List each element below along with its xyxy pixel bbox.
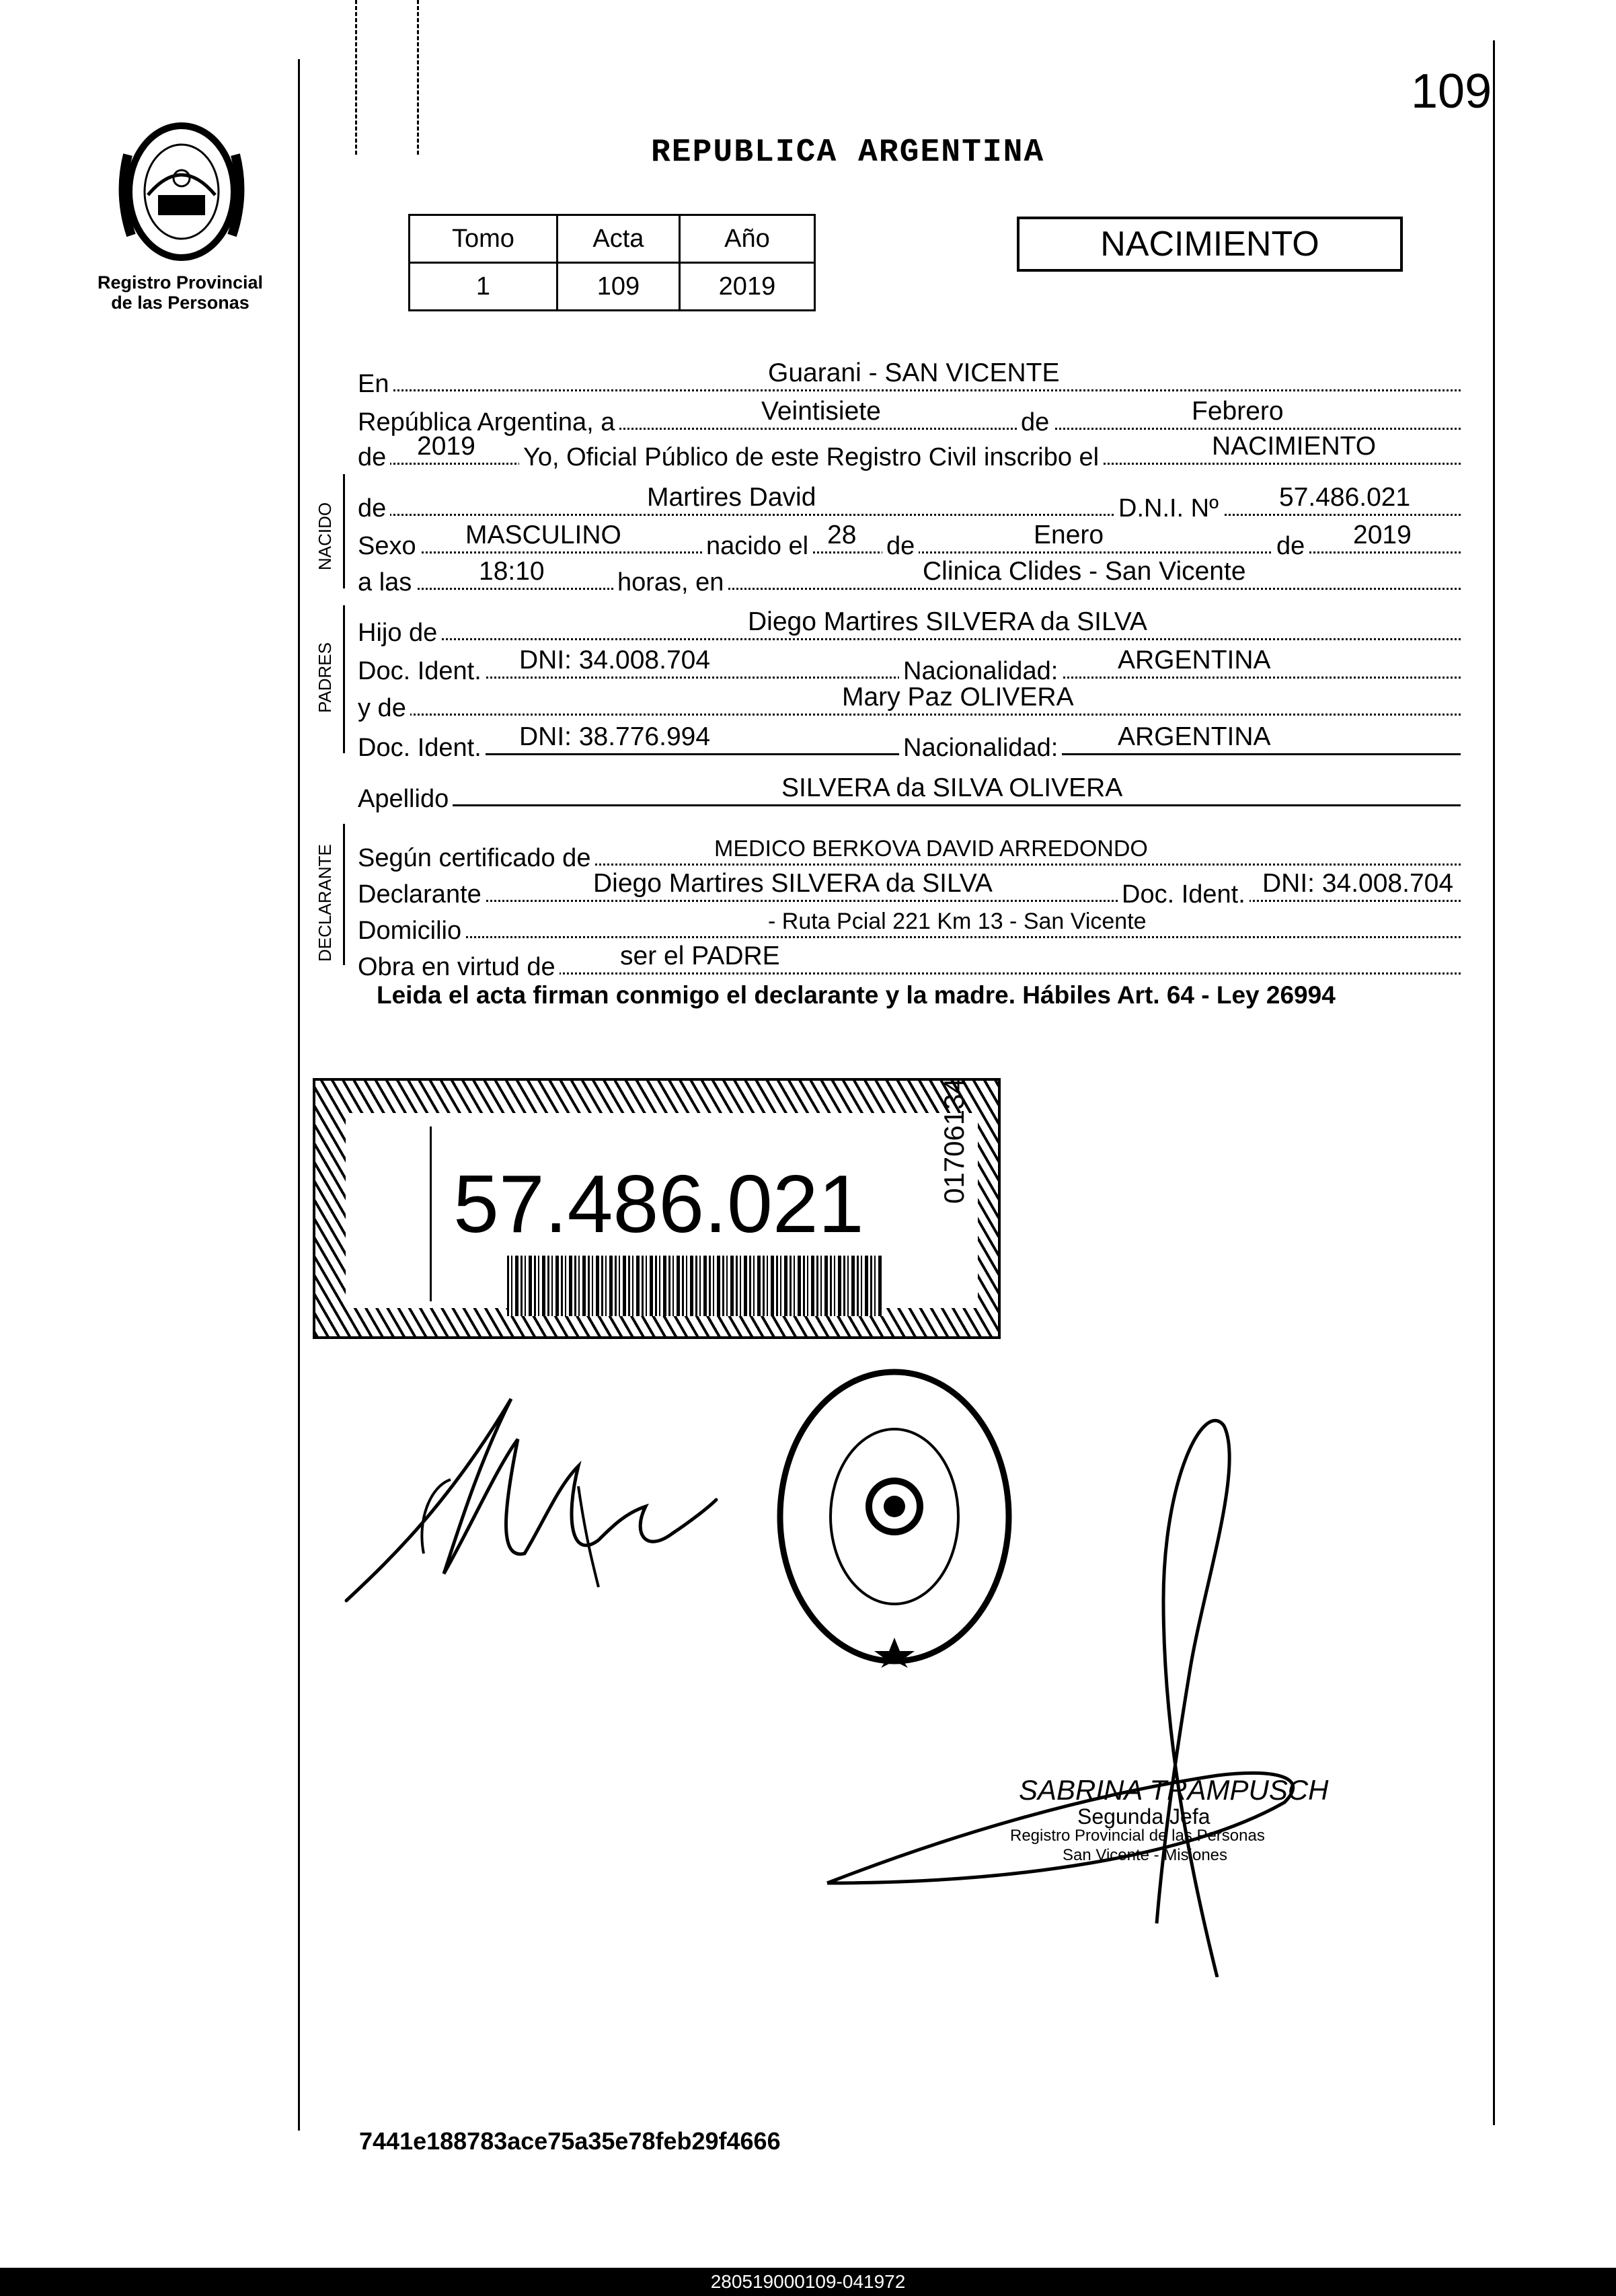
label-de: de bbox=[1017, 408, 1053, 437]
value-nacido-dia: 28 bbox=[827, 521, 857, 549]
country-title: REPUBLICA ARGENTINA bbox=[651, 135, 1045, 171]
label-doc-padre: Doc. Ident. bbox=[358, 657, 486, 686]
row-nombre bbox=[358, 476, 1461, 523]
value-padre-nac: ARGENTINA bbox=[1118, 646, 1271, 675]
row-madre bbox=[358, 676, 1461, 722]
fold-mark-1 bbox=[355, 0, 357, 155]
right-margin-line bbox=[1493, 40, 1495, 2125]
header-acta: Acta bbox=[557, 215, 679, 263]
value-declarante: Diego Martires SILVERA da SILVA bbox=[593, 869, 993, 898]
label-nac-madre: Nacionalidad: bbox=[899, 734, 1062, 763]
declarant-signature bbox=[343, 1385, 720, 1607]
header-tomo: Tomo bbox=[410, 215, 557, 263]
official-title: Segunda Jefa bbox=[1077, 1804, 1210, 1829]
label-nacido: nacido el bbox=[702, 532, 812, 561]
official-office: Registro Provincial de las Personas bbox=[1010, 1827, 1265, 1845]
province-logo bbox=[114, 114, 249, 269]
footer-code: 280519000109-041972 bbox=[0, 2268, 1616, 2296]
value-domicilio: - Ruta Pcial 221 Km 13 - San Vicente bbox=[768, 909, 1147, 934]
value-padre-doc: DNI: 34.008.704 bbox=[519, 646, 711, 675]
label-apellido: Apellido bbox=[358, 785, 453, 814]
official-name: SABRINA TRAMPUSCH bbox=[1019, 1774, 1329, 1806]
value-madre-nac: ARGENTINA bbox=[1118, 722, 1271, 751]
id-label-divider bbox=[430, 1126, 432, 1301]
value-obra: ser el PADRE bbox=[620, 942, 780, 970]
label-hijo-de: Hijo de bbox=[358, 619, 441, 648]
declarante-bracket bbox=[343, 824, 345, 965]
label-doc-madre: Doc. Ident. bbox=[358, 734, 486, 763]
value-madre: Mary Paz OLIVERA bbox=[842, 683, 1074, 712]
row-apellido bbox=[358, 767, 1461, 813]
label-nacido-de: de bbox=[882, 532, 919, 561]
registry-caption-line-2: de las Personas bbox=[111, 293, 249, 313]
row-sexo bbox=[358, 514, 1461, 560]
value-acta: 109 bbox=[557, 263, 679, 311]
page-number: 109 bbox=[1411, 65, 1492, 118]
fold-mark-2 bbox=[417, 0, 419, 155]
label-obra: Obra en virtud de bbox=[358, 953, 560, 982]
id-label-inner bbox=[346, 1113, 978, 1308]
row-fecha bbox=[358, 390, 1461, 436]
section-label-declarante: DECLARANTE bbox=[315, 844, 335, 962]
row-padre bbox=[358, 601, 1461, 647]
label-republica: República Argentina, a bbox=[358, 408, 619, 437]
label-y-de: y de bbox=[358, 694, 410, 723]
value-nacido-anio: 2019 bbox=[1353, 521, 1412, 549]
row-padre-doc bbox=[358, 639, 1461, 685]
value-sexo: MASCULINO bbox=[465, 521, 621, 549]
row-inscripcion bbox=[358, 425, 1461, 471]
label-declarante: Declarante bbox=[358, 880, 486, 909]
registry-caption bbox=[79, 272, 281, 313]
row-certificado bbox=[358, 826, 1461, 872]
section-label-padres: PADRES bbox=[315, 642, 335, 713]
label-sexo: Sexo bbox=[358, 532, 420, 561]
label-nacido-de2: de bbox=[1272, 532, 1309, 561]
id-label bbox=[313, 1078, 1001, 1339]
value-dia: Veintisiete bbox=[761, 397, 881, 426]
document-hash: 7441e188783ace75a35e78feb29f4666 bbox=[359, 2127, 781, 2155]
value-anio: 2019 bbox=[417, 432, 475, 461]
value-decl-doc: DNI: 34.008.704 bbox=[1262, 869, 1454, 898]
act-type-box: NACIMIENTO bbox=[1017, 217, 1403, 272]
value-padre: Diego Martires SILVERA da SILVA bbox=[748, 607, 1147, 636]
row-lugar bbox=[358, 352, 1461, 398]
id-label-barcode bbox=[507, 1256, 884, 1316]
row-domicilio bbox=[358, 898, 1461, 945]
label-domicilio: Domicilio bbox=[358, 917, 465, 946]
header-anio: Año bbox=[679, 215, 814, 263]
official-location: San Vicente - Misiones bbox=[1063, 1846, 1228, 1864]
label-hora: a las bbox=[358, 568, 416, 597]
value-dni: 57.486.021 bbox=[1279, 483, 1411, 512]
label-de-anio: de bbox=[358, 443, 390, 472]
nacido-bracket bbox=[343, 474, 345, 588]
row-declarante bbox=[358, 862, 1461, 909]
label-nac-padre: Nacionalidad: bbox=[899, 657, 1062, 686]
label-dni: D.N.I. Nº bbox=[1114, 494, 1223, 523]
legal-note: Leida el acta firman conmigo el declarante y la madre. Hábiles Art. 64 - Ley 26994 bbox=[377, 981, 1336, 1009]
registry-caption-line-1: Registro Provincial bbox=[97, 272, 264, 293]
row-madre-doc bbox=[358, 716, 1461, 762]
value-apellido: SILVERA da SILVA OLIVERA bbox=[781, 773, 1123, 802]
value-lugar-nacimiento: Clinica Clides - San Vicente bbox=[923, 557, 1246, 586]
label-decl-doc: Doc. Ident. bbox=[1118, 880, 1249, 909]
row-hora bbox=[358, 550, 1461, 597]
left-margin-line bbox=[298, 59, 300, 2131]
act-number-table bbox=[408, 214, 816, 311]
value-tipo: NACIMIENTO bbox=[1212, 432, 1377, 461]
value-certificado: MEDICO BERKOVA DAVID ARREDONDO bbox=[714, 836, 1148, 862]
label-nombre-de: de bbox=[358, 494, 390, 523]
value-madre-doc: DNI: 38.776.994 bbox=[519, 722, 711, 751]
label-certificado: Según certificado de bbox=[358, 844, 594, 873]
value-tomo: 1 bbox=[410, 263, 557, 311]
label-horas-en: horas, en bbox=[613, 568, 728, 597]
oficial-text: Yo, Oficial Público de este Registro Civil inscribo el bbox=[519, 443, 1103, 472]
id-label-serial: 01706134 bbox=[938, 1078, 970, 1204]
row-obra bbox=[358, 935, 1461, 981]
section-label-nacido: NACIDO bbox=[315, 502, 335, 570]
value-mes: Febrero bbox=[1192, 397, 1284, 426]
id-label-number: 57.486.021 bbox=[453, 1158, 864, 1250]
label-en: En bbox=[358, 370, 393, 399]
value-nombre: Martires David bbox=[647, 483, 816, 512]
official-signature bbox=[814, 1399, 1325, 1977]
value-hora: 18:10 bbox=[479, 557, 545, 586]
value-anio: 2019 bbox=[679, 263, 814, 311]
padres-bracket bbox=[343, 605, 345, 753]
value-nacido-mes: Enero bbox=[1034, 521, 1104, 549]
value-lugar: Guarani - SAN VICENTE bbox=[768, 358, 1060, 387]
